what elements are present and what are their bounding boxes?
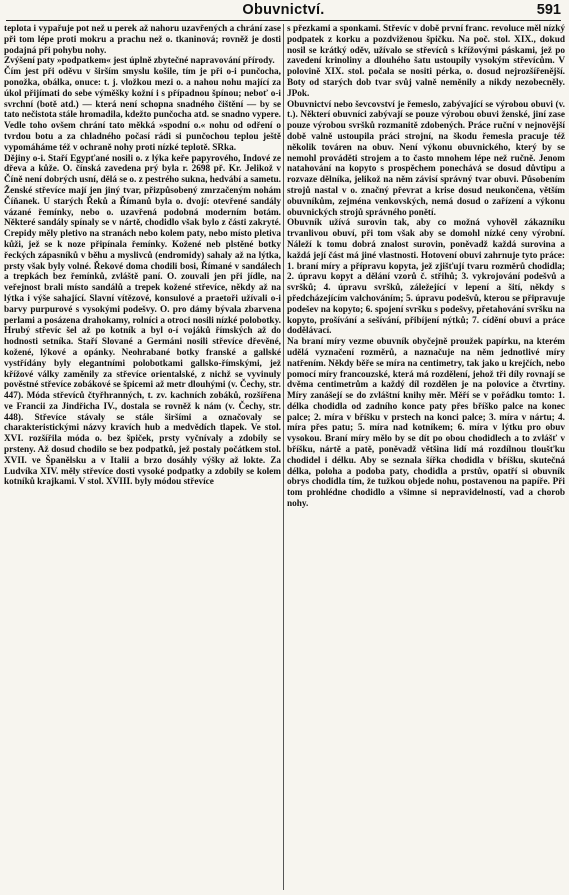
page-number: 591 (536, 2, 561, 18)
paragraph: Obuvnictví nebo ševcovství je řemeslo, zabývající se výrobou obuvi (v. t.). Některí obuvníci zabývají se pouze výrobou obuvi ženské, jiní zase pouze výrobou svršků rozmanitě zdobených. Práce ruční v nejnovější době valně ustoupila práci strojní, na škodu řemesla pracuje též několik továren na obuv. Není výkonu obuvnického, který by se nemohl prováděti strojem a to často mnohem lépe než ručně. Jenom natahování na kopyto s prospěchem ponechává se dosud důvtipu a rozvaze dělníka, jelikož na něm závisí správný tvar obuvi. Působením strojů nastal v o. značný převrat a krise dosud neukončena, větším obuvníkům, zejména venkovských, nemá dosud o zařízení a výkonu obuvnických strojů správného ponětí. (287, 99, 565, 218)
page-header (6, 2, 561, 21)
paragraph: s přezkami a sponkami. Střevíc v době první franc. revoluce měl nízký podpatek z korku a pozdviženou špičku. Na poč. stol. XIX., dokud nosil se krátký oděv, užívalo se střevíců s křížovými páskami, jež po zavedení krinoliny a dlouhého šatu ustoupily vysokým střevícům. V polovině XIX. stol. počala se nositi pérka, o. dosud nejrozšířenější. Boty od starých dob tvar svůj valně neměnily a nikdy nezobecněly. JPok. (287, 24, 565, 99)
left-column (4, 24, 281, 892)
running-title: Obuvnictví. (242, 2, 325, 18)
paragraph: teplota i vypařuje pot než u perek až nahoru uzavřených a chrání zase při tom lépe proti mokru a prachu než o. tkaninová; rovněž je dosti podajná při pohybu nohy. (4, 24, 281, 56)
paragraph: Čím jest při oděvu v širším smyslu košile, tím je při o-i punčocha, ponožka, obálka, onuce: t. j. vložkou mezi o. a nahou nohu mající za úkol přijímati do sebe výměšky kožní i s případnou špínou; neboť o-i svrchní (botě atd.) — která není schopna snadného čištění — by se tato nečistota stále hromadila, kdežto punčocha atd. se snadno vypere. Vedle toho ovšem chrání tato měkká »spodní o.« nohu od odření o tvrdou botu a za chladného počasí rádi si punčochou teplou ještě vypomáháme též v ochraně nohy proti nízké teplotě. SRka. (4, 67, 281, 153)
paragraph: Na braní míry vezme obuvník obyčejně proužek papírku, na kterém udělá vyznačení rozměrů, a naznačuje na něm jednotlivé míry natřením. Někdy běře se míra na centimetry, tak jako u krejčích, nebo pomocí míry francouzské, která má rozdělení, jehož tři díly rovnají se dvěma centimetrům a každý díl rozdělen je na polovice a čtvrtiny. Míry zanášejí se do zvláštní knihy měr. Měří se v pořádku tomto: 1. délka chodidla od zadního konce paty přes bříško palce na konec palce; 2. míra v bříšku v prstech na konci palce; 3. míra v nártu; 4. míra přes patu; 5. míra nad kotníkem; 6. míra v lýtku pro obuv vysokou. Braní míry mělo by se dít po obou chodidlech a to zvlášť v bříšku, nártě a patě, poněvadž většina lidí má rozdílnou tloušťku chodidel i délku. Aby se seznala šířka chodidla v bříšku, skutečná délka, poloha a podoba paty, chodidla a prstův, opatří si obuvník obrys chodidla tím, že tužkou objede nohu, postavenou na papíře. Při tom prohlédne chodidlo a všimne si nepravidelností, vad a chorob nohy. (287, 337, 565, 510)
paragraph: Dějiny o-i. Staří Egypťané nosili o. z lýka keře papyrového, Indové ze dřeva a kůže. O. čínská zavedena prý byla r. 2698 př. Kr. Jelikož v Číně není dobrých usní, dělá se o. z pestrého sukna, hedvábí a sametu. Ženské střevíce mají jen jiný tvar, přizpůsobený zmrzačeným nohám Číňanek. U starých Řeků a Římanů byla o. dvojí: otevřené sandály vázané řemínky, nebo o. uzavřená podobná moderním botám. Některé sandály spínaly se v nártě, chodidlo však bylo z části zakryté. Crepidy měly pletivo na stranách nebo kolem paty, nebo místo pletiva kůži, jež se k noze připínala řemínky. Kožené neb plstěné botky řeckých zápasníků v běhu a myslivců (endromidy) sahaly až na lýtka, prsty však byly volné. Řekové doma chodili bosi, Římané v sandálech a trepkách bez řemínků, zvláště paní. O. zouvali jen při jídle, na veřejnost brali místo sandálů a trepek kožené střevíce, někdy až na lýtka i výše sahající. Slavní vítězové, konsulové a praetoři užívali o-i barvy purpurové s vysokými podešvy. O. pro dámy bývala zbarvena perlami a posázena drahokamy, rolníci a otroci nosili nízké polobotky. Hrubý střevíc šel až po kotník a byl o-í vojáků římských až do hodnosti setníka. Staří Slované a Germáni nosili střevíce dřevěné, kožené, lýkové a opánky. Neohrabané botky franské a gallské vystřídány byly elegantními polobotkami gallsko-římskými, jež křížové války zaměnily za střevíce orientalské, z nichž se vyvinuly pověstné střevíce zobákové se špicemi až metr dlouhými (v. Čechy, str. 447). Móda střevíců čtyřhranných, t. zv. kachních zobáků, rozšířena ve Francii za Jindřicha IV., dostala se rovněž k nám (v. Čechy, str. 448). Střevíce stávaly se stále širšími a označovaly se charakteristickými názvy kravích hub a medvědích tlapek. Ve stol. XVI. rozšířila móda o. bez špiček, prsty vyčnívaly a zdobily se prsteny. Až dosud chodilo se bez podpatků, jež postaly počátkem stol. XVII. ve Španělsku a v Italii a brzo dosáhly výšky až lokte. Za Ludvíka XIV. měly střevíce dosti vysoké podpatky a zdobily se kolem kotníků krajkami. V stol. XVIII. byly módou střevíce (4, 153, 281, 488)
column-divider (283, 24, 284, 890)
paragraph: Obuvník užívá surovin tak, aby co možná vyhověl zákazníku trvanlivou obuví, při tom však aby se domohl nízké ceny výrobní. Náleží k tomu dobrá znalost surovin, poněvadž každá surovina a každá její část má jiné vlastnosti. Hotovení obuvi zahrnuje tyto práce: 1. braní míry a přípravu kopyta, jež zjišťují tvaru rozměrů chodidla; 2. úpravu kopyt a dělání vzorů č. střihů; 3. vykrojování podešvů a svršků; 4. úpravu svršků, záležející v lepení a šití, někdy s předcházejícím valchováním; 5. úpravu podešvů, kterou se připravuje podešev na kopyto; 6. spojení svršku s podešvy, přetahování svršku na kopyto, prošívání a sešívání, přibíjení nýtků; 7. cídění obuvi a práce dodělávací. (287, 218, 565, 337)
paragraph: Zvýšení paty »podpatkem« jest úplně zbytečné napravování přírody. (4, 56, 275, 67)
right-column (287, 24, 565, 892)
